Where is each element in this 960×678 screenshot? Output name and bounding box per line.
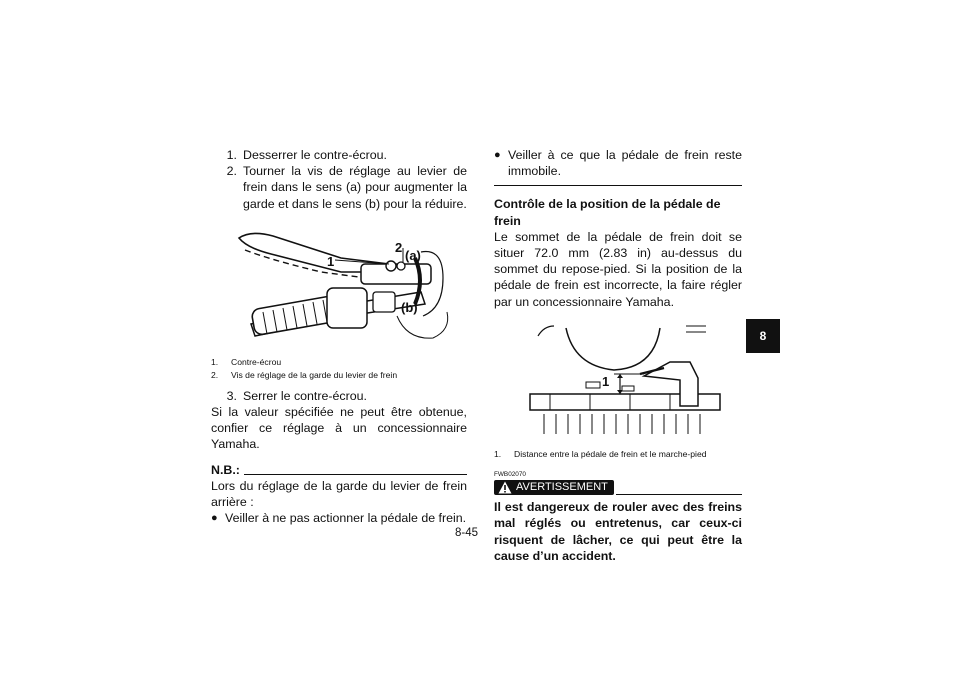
step-3 [211,388,467,404]
top-bullet [494,147,742,179]
section-heading: Contrôle de la position de la pédale de frein [494,197,721,228]
nb-label: N.B.: [211,462,240,477]
figure-callout-1: 1 [327,253,335,269]
nb-header [211,462,467,478]
reference-code: FWB02070 [494,470,526,478]
left-column [211,147,467,526]
step-number: 2. [226,164,237,179]
right-column [494,147,742,564]
brake-pedal-figure [494,322,742,442]
figure-caption-2 [211,369,467,382]
figure-callout-1: 1 [602,373,610,389]
step-2 [211,163,467,212]
step-text: Serrer le contre-écrou. [243,388,367,403]
step-number: 1. [226,148,237,162]
bullet-icon: ● [494,149,501,161]
caption-text: Vis de réglage de la garde du levier de frein [231,369,398,380]
warning-rule [616,494,742,495]
step-text: Tourner la vis de réglage au levier de frein dans le sens (a) pour augmenter la garde et dans le sens (b) pour la réduire. [243,164,467,211]
figure-caption [494,448,742,461]
bullet-text: Veiller à ce que la pédale de frein reste immobile. [508,148,742,179]
caption-text: Contre-écrou [231,356,282,367]
caption-text: Distance entre la pédale de frein et le marche-pied [514,448,707,459]
figure-label-b: (b) [401,299,418,315]
figure-callout-2: 2 [395,239,403,255]
body-paragraph: Si la valeur spécifiée ne peut être obtenue, confier ce réglage à un concessionnaire Yamaha. [211,405,467,452]
step-number: 3. [226,388,237,403]
warning-label: AVERTISSEMENT [516,480,608,493]
warning-triangle-icon [498,481,512,494]
step-text: Desserrer le contre-écrou. [243,148,387,162]
nb-rule [244,474,467,475]
section-rule [494,185,742,186]
warning-header [494,480,742,495]
nb-bullet [211,510,467,526]
caption-number: 1. [494,448,502,459]
caption-number: 1. [211,356,219,367]
brake-lever-illustration [211,220,467,352]
bullet-text: Veiller à ne pas actionner la pédale de frein. [225,511,467,526]
warning-badge [494,480,614,495]
brake-lever-figure [211,220,467,352]
chapter-tab: 8 [746,319,780,353]
caption-number: 2. [211,369,219,380]
section-paragraph: Le sommet de la pédale de frein doit se situer 72.0 mm (2.83 in) au-dessus du sommet du repose-pied. Si la position de la pédale de frein est incorrecte, la faire régler par un concessionnaire Yamaha. [494,229,742,309]
page-number: 8-45 [455,527,479,539]
figure-caption-1 [211,356,467,369]
brake-pedal-illustration [494,322,742,442]
bullet-icon: ● [211,512,218,525]
warning-text: Il est dangereux de rouler avec des freins mal réglés ou entretenus, car ceux-ci risquent de lâcher, ce qui peut être la cause d’un accident. [494,499,742,564]
nb-text: Lors du réglage de la garde du levier de frein arrière : [211,478,467,510]
figure-label-a: (a) [405,247,421,263]
step-1 [211,147,467,163]
